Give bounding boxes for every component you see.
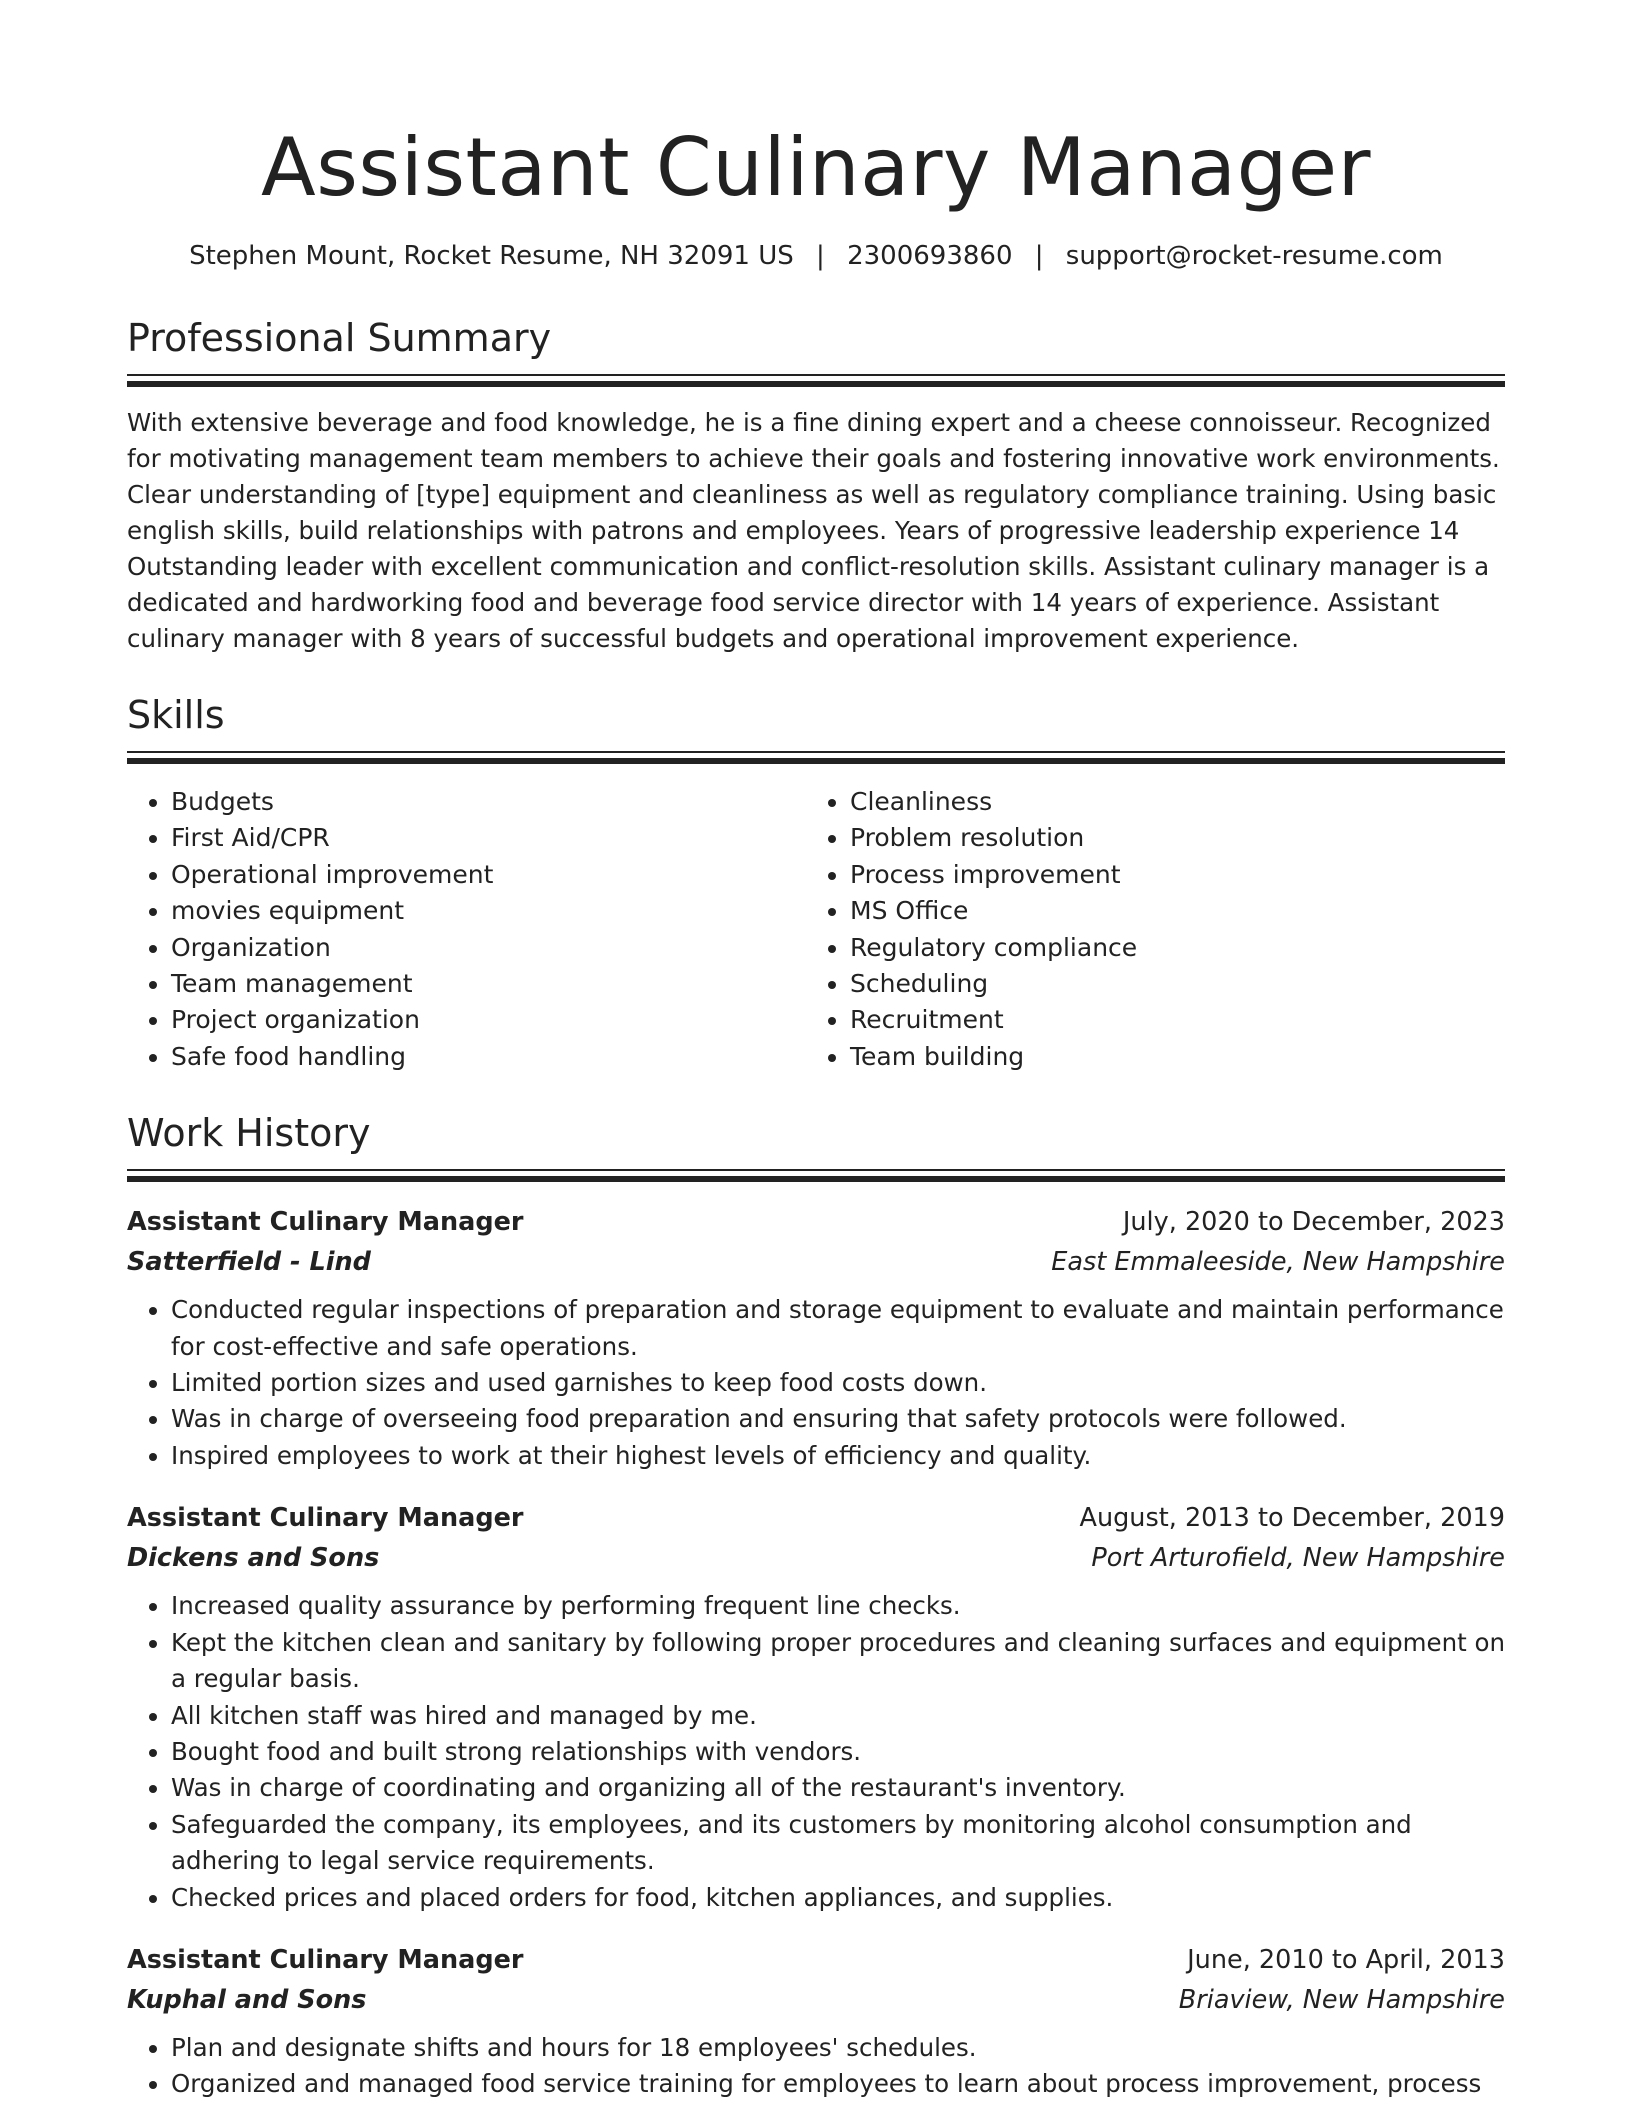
- job-bullet: • Was in charge of overseeing food preparation and ensuring that safety protocols were followed.: [171, 1401, 1505, 1437]
- contact-email: support@rocket-resume.com: [1065, 241, 1443, 271]
- skill-item: • Safe food handling: [171, 1039, 806, 1075]
- job-bullet: • Kept the kitchen clean and sanitary by following proper procedures and cleaning surfaces and equipment on a regular basis.: [171, 1625, 1505, 1698]
- skill-item: • Project organization: [171, 1002, 806, 1038]
- job-bullet: • Conducted regular inspections of preparation and storage equipment to evaluate and maintain performance for cost-effective and safe operations.: [171, 1292, 1505, 1365]
- skill-item: • Regulatory compliance: [850, 930, 1485, 966]
- job-company: Dickens and Sons: [127, 1543, 380, 1574]
- skill-item: • Recruitment: [850, 1002, 1485, 1038]
- job-location: Port Arturofield, New Hampshire: [1091, 1543, 1505, 1574]
- contact-address: Stephen Mount, Rocket Resume, NH 32091 US: [189, 241, 794, 271]
- job-bullets: [127, 2030, 1505, 2103]
- contact-line: [0, 238, 1632, 274]
- skill-item: • Team building: [850, 1039, 1485, 1075]
- skill-item: • Problem resolution: [850, 820, 1485, 856]
- job-entry: [127, 1202, 1505, 1474]
- work-history-section: [127, 1105, 1505, 2103]
- skill-item: • MS Office: [850, 893, 1485, 929]
- skill-item: • Scheduling: [850, 966, 1485, 1002]
- job-title: Assistant Culinary Manager: [127, 1207, 524, 1238]
- skill-item: • First Aid/CPR: [171, 820, 806, 856]
- job-bullets: [127, 1588, 1505, 1916]
- contact-separator: |: [1034, 241, 1044, 271]
- job-bullet: • Plan and designate shifts and hours for 18 employees' schedules.: [171, 2030, 1505, 2066]
- job-dates: July, 2020 to December, 2023: [1122, 1207, 1505, 1238]
- job-location: East Emmaleeside, New Hampshire: [1051, 1247, 1505, 1278]
- section-heading-skills: Skills: [127, 693, 225, 737]
- skill-item: • Budgets: [171, 784, 806, 820]
- job-bullet: • Increased quality assurance by performing frequent line checks.: [171, 1588, 1505, 1624]
- summary-section: [127, 310, 1505, 657]
- job-dates: June, 2010 to April, 2013: [1187, 1944, 1505, 1975]
- job-bullet: • All kitchen staff was hired and managed by me.: [171, 1698, 1505, 1734]
- job-bullet: • Inspired employees to work at their highest levels of efficiency and quality.: [171, 1438, 1505, 1474]
- skill-item: • Cleanliness: [850, 784, 1485, 820]
- summary-text: With extensive beverage and food knowledge, he is a fine dining expert and a cheese connoisseur. Recognized for motivating management team members to achieve their goals and fostering innovative work environments. Clear understanding of [type] equipment and cleanliness as well as regulatory compliance training. Using basic english skills, build relationships with patrons and employees. Years of progressive leadership experience 14 Outstanding leader with excellent communication and conflict-resolution skills. Assistant culinary manager is a dedicated and hardworking food and beverage food service director with 14 years of experience. Assistant culinary manager with 8 years of successful budgets and operational improvement experience.: [127, 408, 1500, 653]
- job-title: Assistant Culinary Manager: [127, 1944, 524, 1975]
- job-company: Satterfield - Lind: [127, 1247, 371, 1278]
- job-bullet: • Was in charge of coordinating and organizing all of the restaurant's inventory.: [171, 1770, 1505, 1806]
- skill-item: • Operational improvement: [171, 857, 806, 893]
- skill-item: • Team management: [171, 966, 806, 1002]
- contact-separator: |: [816, 241, 825, 271]
- job-company: Kuphal and Sons: [127, 1984, 367, 2015]
- skill-item: • movies equipment: [171, 893, 806, 929]
- contact-phone: 2300693860: [847, 241, 1013, 271]
- job-entry: [127, 1940, 1505, 2103]
- job-bullet: • Checked prices and placed orders for food, kitchen appliances, and supplies.: [171, 1880, 1505, 1916]
- skill-item: • Process improvement: [850, 857, 1485, 893]
- job-bullets: [127, 1292, 1505, 1474]
- section-heading-work-history: Work History: [127, 1111, 371, 1156]
- job-bullet: • Limited portion sizes and used garnishes to keep food costs down.: [171, 1365, 1505, 1401]
- resume-content: [127, 310, 1505, 2127]
- job-title: Assistant Culinary Manager: [127, 1503, 524, 1534]
- job-dates: August, 2013 to December, 2019: [1079, 1503, 1505, 1534]
- skills-columns: [127, 784, 1505, 1075]
- job-bullet: • Organized and managed food service training for employees to learn about process improvement, process: [171, 2066, 1505, 2102]
- skills-list-left: [127, 784, 806, 1075]
- section-divider: [127, 1169, 1505, 1182]
- skill-item: • Organization: [171, 930, 806, 966]
- job-location: Briaview, New Hampshire: [1178, 1984, 1505, 2015]
- section-divider: [127, 374, 1505, 387]
- skills-section: [127, 687, 1505, 1075]
- job-bullet: • Safeguarded the company, its employees, and its customers by monitoring alcohol consumption and adhering to legal service requirements.: [171, 1807, 1505, 1880]
- section-divider: [127, 751, 1505, 764]
- job-bullet: • Bought food and built strong relationships with vendors.: [171, 1734, 1505, 1770]
- skills-list-right: [806, 784, 1485, 1075]
- section-heading-summary: Professional Summary: [127, 316, 552, 360]
- job-entry: [127, 1498, 1505, 1916]
- resume-title: Assistant Culinary Manager: [261, 121, 1371, 214]
